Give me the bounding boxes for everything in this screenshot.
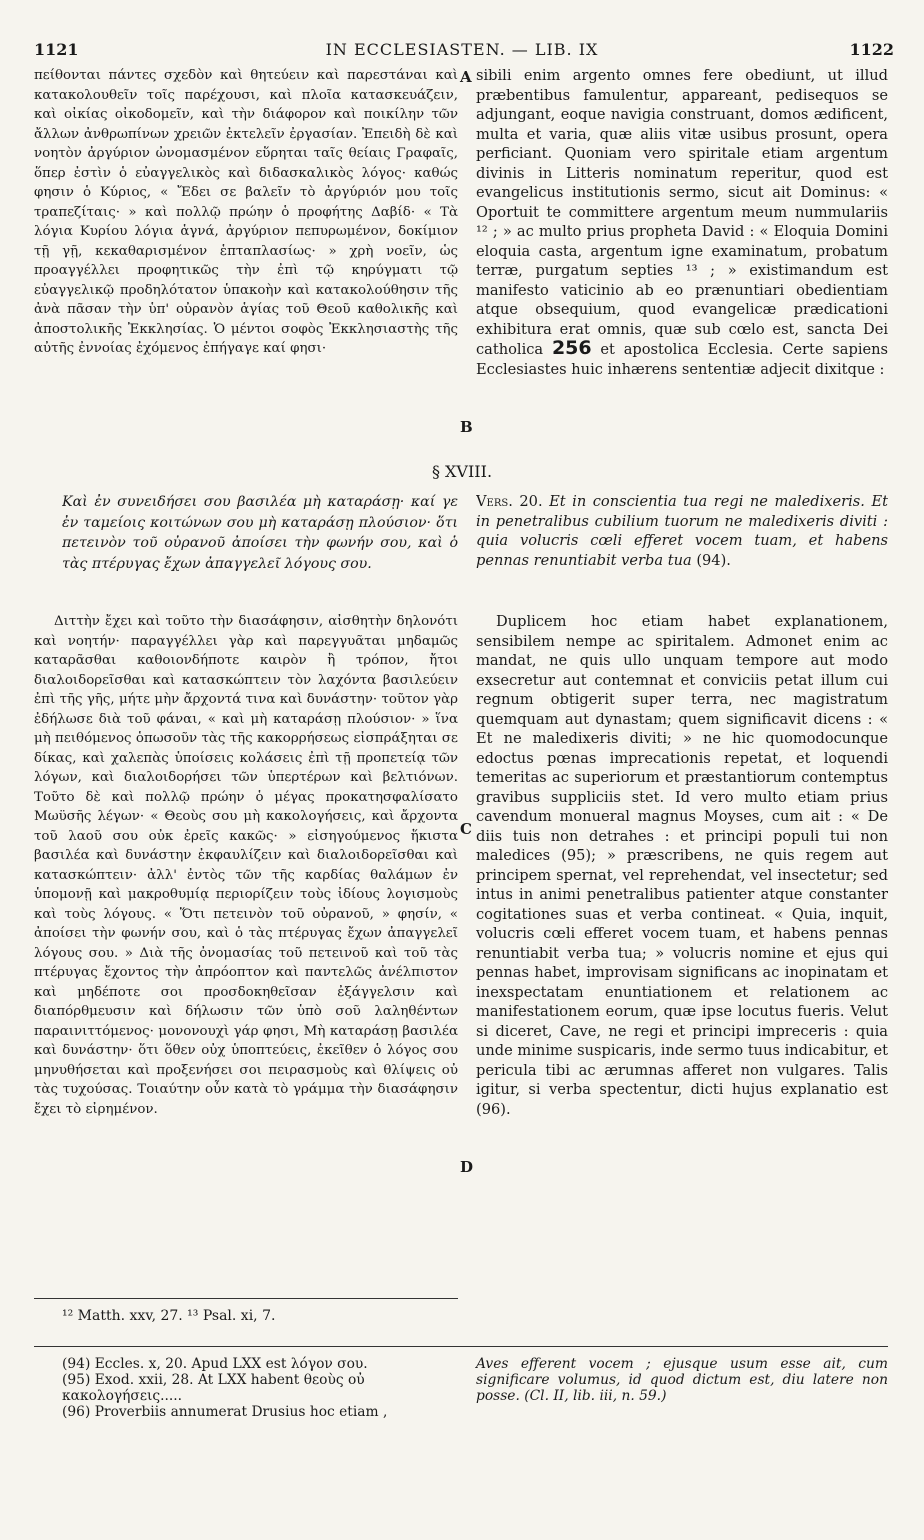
column-number: 256	[551, 337, 592, 359]
latin-verse-paragraph	[476, 492, 888, 570]
notes-divider	[34, 1346, 888, 1347]
latin-verse-block	[476, 492, 888, 592]
editor-note-right: Aves efferent vocem ; ejusque usum esse ait, cum significare volumus, id quod dictum est, diu latere non posse. (Cl. II, lib. iii, n. 59.)	[476, 1356, 888, 1404]
page-number-right: 1122	[849, 40, 894, 59]
verse-label: Vers. 20.	[476, 493, 543, 510]
scripture-footnotes: ¹² Matth. xxv, 27. ¹³ Psal. xi, 7.	[62, 1308, 276, 1324]
greek-body-column	[34, 612, 458, 1276]
latin-body-column	[476, 612, 888, 1246]
note-95: (95) Exod. xxii, 28. At LXX habent θεοὺς οὐ κακολογήσεις.....	[62, 1372, 365, 1404]
latin-top-paragraph	[476, 66, 888, 379]
latin-top-text: sibili enim argento omnes fere obediunt, ut illud præbentibus famulentur, appareant, pedisequos se adjungant, eoque navigia construant, domos ædificent, multa et varia, quæ aliis vitæ usibus prosunt, opera perficiant. Quoniam vero spiritale etiam argentum divinis in Litteris nominatum reperitur, quod est evangelicus institutionis sermo, sicut ait Dominus: « Oportuit te committere argentum meum nummulariis ¹² ; » ac multo prius propheta David : « Eloquia Domini eloquia casta, argentum igne examinatum, probatum terræ, purgatum septies ¹³ ; » existimandum est manifesto vaticinio ab eo prænuntiari obedientiam atque obsequium, quod evangelicæ prædicationi exhibitura erat omnis, quæ sub cœlo est, sancta Dei catholica	[476, 67, 888, 358]
note-96: (96) Proverbiis annumerat Drusius hoc etiam ,	[62, 1404, 388, 1420]
greek-top-column	[34, 66, 458, 456]
margin-letter-c: C	[460, 820, 472, 838]
latin-verse-text: Et in conscientia tua regi ne maledixeris. Et in penetralibus cubilium tuorum ne maledixeris diviti : quia volucris cœli efferet vocem tuam, et habens pennas renuntiabit verba tua	[476, 493, 888, 569]
latin-top-text-end: et apostolica Ecclesia. Certe sapiens Ecclesiastes huic inhærens sententiæ adjecit dixitque :	[476, 341, 888, 378]
running-title: IN ECCLESIASTEN. — LIB. IX	[325, 40, 599, 59]
latin-body-text: Duplicem hoc etiam habet explanationem, sensibilem nempe ac spiritalem. Admonet enim ac mandat, ne quis ullo unquam tempore aut modo exsecretur aut contemnat et conviciis petat illum cui regnum obtigerit super terra, nec magistratum quemquam aut dynastam; quem significavit dicens : « Et ne maledixeris diviti; » ne hic quomodocunque edoctus pœnas imprecationis repetat, et loquendi temeritas ac superiorum et præstantiorum contemptus gravibus suppliciis stet. Id vero multo etiam prius cavendum monueral magnus Moyses, cum ait : « De diis tuis non detrahes : et principi populi tui non maledices (95); » præscribens, ne quis regem aut principem spernat, vel reprehendat, vel insectetur; sed intus in animi penetralibus patienter atque constanter cogitationes suas et verba contineat. « Quia, inquit, volucris cœli efferet vocem tuam, et habens pennas renuntiabit verba tua; » volucris nomine et ejus qui pennas habet, improvisam significans ac inopinatam et inexspectatam enuntiationem et relationem ac manifestationem eorum, quæ ipse locutus fueris. Velut si diceret, Cave, ne regi et principi impreceris : quia unde minime suspicaris, inde sermo tuus indicabitur, et pericula tibi ac ærumnas afferet non vulgares. Talis igitur, si verba spectentur, dicti hujus explanatio est (96).	[476, 613, 888, 1118]
greek-body-text: Διττὴν ἔχει καὶ τοῦτο τὴν διασάφησιν, αἰσθητὴν δηλονότι καὶ νοητήν· παραγγέλλει γὰρ καὶ παρεγγυᾶται μηδαμῶς καταρᾶσθαι καθοιονδήποτε καιρὸν ἢ τρόπον, ἤτοι διαλοιδορεῖσθαι καὶ κατασκώπτειν τὸν λαχόντα βασιλεύειν ἐπὶ τῆς γῆς, μήτε μὴν ἄρχοντά τινα καὶ δυνάστην· τοῦτον γὰρ ἐδήλωσε διὰ τοῦ φάναι, « καὶ μὴ καταράσῃ πλούσιον· » ἵνα μὴ πειθόμενος ὁπωσοῦν τὰς τῆς κακορρήσεως εἰσπράξηται σε δίκας, καὶ χαλεπὰς ὑποίσεις κολάσεις ἐπὶ τῇ προπετείᾳ τῶν λόγων, καὶ διαλοιδορήσει τῶν ὑπερτέρων καὶ βελτιόνων. Τοῦτο δὲ καὶ πολλῷ πρώην ὁ μέγας προκατησφαλίσατο Μωϋσῆς λέγων· « Θεοὺς σου μὴ κακολογήσεις, καὶ ἄρχοντα τοῦ λαοῦ σου οὐκ ἐρεῖς κακῶς· » εἰσηγούμενος ἥκιστα βασιλέα καὶ δυνάστην ἐκφαυλίζειν καὶ διαλοιδορεῖσθαι καὶ κατασκώπτειν· ἀλλ' ἐντὸς τῶν τῆς καρδίας θαλάμων ἐν ὑπομονῇ καὶ μακροθυμίᾳ περιορίζειν τοὺς ἰδίους λογισμοὺς καὶ τοὺς λόγους. « Ὅτι πετεινὸν τοῦ οὐρανοῦ, » φησίν, « ἀποίσει τὴν φωνήν σου, καὶ ὁ τὰς πτέρυγας ἔχων ἀπαγγελεῖ λόγους σου. » Διὰ τῆς ὀνομασίας τοῦ πετεινοῦ καὶ τοῦ τὰς πτέρυγας ἔχοντος τὴν ἀπρόοπτον καὶ παντελῶς ἀνέλπιστον καὶ μηδέποτε σοι προσδοκηθεῖσαν ἐξάγγελσιν καὶ διαπόρθμευσιν καὶ δήλωσιν τῶν ὑπὸ σοῦ λαληθέντων παραινιττόμενος· μονονουχὶ γάρ φησι, Μὴ καταράσῃ βασιλέα καὶ δυνάστην· ὅτι ὅθεν οὐχ ὑποπτεύεις, ἐκεῖθεν ὁ λόγος σου μηνυθήσεται καὶ προξενήσει σοι πειρασμοὺς καὶ θλίψεις οὐ τὰς τυχούσας. Τοιαύτην οὖν κατὰ τὸ γράμμα τὴν διασάφησιν ἔχει τὸ εἰρημένον.	[34, 614, 458, 1117]
section-heading: § XVIII.	[431, 462, 493, 481]
footnote-divider	[34, 1298, 458, 1299]
greek-top-text: πείθονται πάντες σχεδὸν καὶ θητεύειν καὶ παρεστάναι καὶ κατακολουθεῖν τοῖς παρέχουσι, καὶ πλοῖα κατασκευάζειν, καὶ οἰκίας οἰκοδομεῖν, καὶ τὴν διάφορον καὶ ποικίλην τῶν ἄλλων ἀνθρωπίνων χρειῶν ἐκτελεῖν ἐργασίαν. Ἐπειδὴ δὲ καὶ νοητὸν ἀργύριον ὠνομασμένον εὕρηται ταῖς θείαις Γραφαῖς, ὅπερ ἐστὶν ὁ εὐαγγελικὸς καὶ διδασκαλικὸς λόγος· καθώς φησιν ὁ Κύριος, « Ἔδει σε βαλεῖν τὸ ἀργύριόν μου τοῖς τραπεζίταις· » καὶ πολλῷ πρώην ὁ προφήτης Δαβίδ· « Τὰ λόγια Κυρίου λόγια ἁγνά, ἀργύριον πεπυρωμένον, δοκίμιον τῇ γῇ, κεκαθαρισμένον ἑπταπλασίως· » χρὴ νοεῖν, ὡς προαγγέλλει προφητικῶς τὴν ἐπὶ τῷ κηρύγματι τῷ εὐαγγελικῷ προδηλότατον ὑπακοὴν καὶ κατακολούθησιν τῆς ἀνὰ πᾶσαν τὴν ὑπ' οὐρανὸν ἁγίας τοῦ Θεοῦ καθολικῆς καὶ ἀποστολικῆς Ἐκκλησίας. Ὁ μέντοι σοφὸς Ἐκκλησιαστὴς τῆς αὐτῆς ἐννοίας ἐχόμενος ἐπήγαγε καί φησι·	[34, 68, 458, 356]
latin-verse-ref: (94).	[696, 551, 731, 569]
margin-letter-d: D	[460, 1158, 474, 1176]
margin-letter-b: B	[460, 418, 473, 436]
latin-top-column	[476, 66, 888, 456]
editor-notes-left	[62, 1356, 462, 1420]
greek-verse-block	[62, 492, 458, 612]
note-94: (94) Eccles. x, 20. Apud LXX est λόγον σου.	[62, 1356, 368, 1372]
margin-letter-a: A	[460, 68, 472, 86]
page-number-left: 1121	[34, 40, 79, 59]
greek-verse-text: Καὶ ἐν συνειδήσει σου βασιλέα μὴ καταράσῃ· καί γε ἐν ταμείοις κοιτώνων σου μὴ καταράσῃ πλούσιον· ὅτι πετεινὸν τοῦ οὐρανοῦ ἀποίσει τὴν φωνήν σου, καὶ ὁ τὰς πτέρυγας ἔχων ἀπαγγελεῖ λόγους σου.	[62, 494, 458, 572]
running-header	[0, 40, 924, 60]
